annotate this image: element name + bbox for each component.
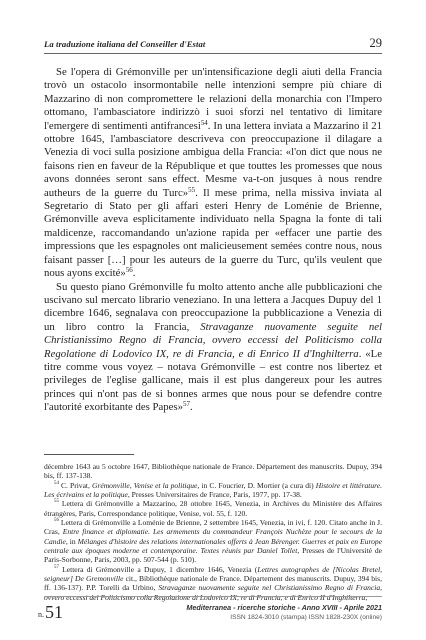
running-header	[44, 36, 382, 52]
main-text	[44, 66, 382, 415]
footnote-57: $^{57}$ Lettera di Grémonville a Dupuy, 1 dicembre 1646, Venezia (Lettres autographes de [Nicolas Bretel, seigneur] De Gremonville cit., Bibliothèque nationale de France. Département des manuscrits. Dupuy, 394 bis, ff. 136-137). P.P. Torelli da Urbino, Stravaganze nuovamente seguite nel Christianissimo Regno di Francia, ovvero eccessi del Politicismo colla Regolatione di Lodovico IX, re di Francia, e di Enrico II d'Inghilterra,	[44, 564, 382, 602]
footnote-56: $^{56}$ Lettera di Grémonville a Loménie de Brienne, 2 settembre 1645, Venezia, in ivi, f. 120. Citato anche in J. Cras, Entre finance et diplomatie. Les armements du commandeur François Nuchèze pour le secours de la Candie, in Mélanges d'histoire des relations internationales offerts à Jean Bérenger. Guerres et paix en Europe centrale aux époques moderne et contemporaine. Textes réunis par Daniel Tollet, Presses de l'Université de Paris-Sorbonne, Paris, 2003, pp. 507-544 (p. 510).	[44, 518, 382, 565]
footnote-separator	[44, 454, 134, 455]
issn-info: ISSN 1824-3010 (stampa) ISSN 1828-230X (online)	[230, 614, 382, 621]
running-title: La traduzione italiana del Conseiller d'Estat	[44, 39, 206, 49]
footnote-ref-54[interactable]: 54	[200, 118, 208, 127]
page-number: 29	[369, 36, 382, 50]
footnote-ref-56[interactable]: 56	[125, 266, 133, 275]
issue-number: n.51	[38, 602, 63, 622]
footnote-55: $^{55}$ Lettera di Grémonville a Mazzarino, 28 ottobre 1645, Venezia, in Archives du Ministère des Affaires étrangères, Paris, Correspondance politique, Venise, vol. 55, f. 120.	[44, 499, 382, 518]
journal-info: Mediterranea - ricerche storiche - Anno XVIII - Aprile 2021	[186, 603, 382, 612]
footer-rule	[44, 596, 382, 597]
footnote-continuation: décembre 1643 au 5 octobre 1647, Bibliothèque nationale de France. Département des manuscrits. Dupuy, 394 bis, ff. 137-138.	[44, 462, 382, 481]
footnote-54: $^{54}$ C. Privat, Grémonville, Venise et la politique, in C. Foucrier, D. Mortier (a cura di) Histoire et littérature. Les écrivains et la politique, Presses Universitaires de France, Paris, 1977, pp. 17-38.	[44, 480, 382, 500]
paragraph-1: Se l'opera di Grémonville per un'intensificazione degli aiuti della Francia trovò un ostacolo insormontabile nelle intenzioni sempre più chiare di Mazzarino di non compromettere le relazioni della monarchia con l'Impero ottomano, l'ambasciatore indirizzò i suoi sforzi nel tentativo di limitare l'emergere di sentimenti antifrancesi$^{54}$. In una lettera inviata a Mazzarino il 21 ottobre 1645, l'ambasciatore descriveva con preoccupazione il dilagare a Venezia di voci sulla posizione ambigua della Francia: «l'on dict que nous ne faisons rien en faveur de la République et que touttes les promesses que nous avons données seront sans effect. Mesme va-t-on jusques à nous rendre autheurs de la guerre du Turc»$^{55}$. Il mese prima, nella missiva inviata al Segretario di Stato per gli affari esteri Henry de Loménie de Brienne, Grémonville aveva esplicitamente individuato nella Spagna la fonte di tali maldicenze, raccomandando un'azione rapida per «effacer une partie des impressions que les espagnoles ont malicieusement semées contre nous, nous faisant passer […] pour les auteurs de la guerre du Turc, qu'ils veulent que nous ayons excité»$^{56}$.	[44, 66, 383, 280]
header-rule	[44, 53, 382, 54]
book-title: Stravaganze nuovamente seguite nel Christianissimo Regno di Francia, ovvero eccessi del Politicismo colla Regolatione di Lodovico IX, re di Francia, e di Enrico II d'Inghilterra	[44, 320, 382, 360]
paragraph-2: Su questo piano Grémonville fu molto attento anche alle pubblicazioni che uscivano sul mercato librario veneziano. In una lettera a Jacques Dupuy del 1 dicembre 1646, segnalava con preoccupazione la pubblicazione a Venezia di un libro contro la Francia, Stravaganze nuovamente seguite nel Christianissimo Regno di Francia, ovvero eccessi del Politicismo colla Regolatione di Lodovico IX, re di Francia, e di Enrico II d'Inghilterra. «Le titre comme vous voyez – notava Grémonville – est contre nos libertez et privileges de l'eglise gallicane, mais il est plus dangereux pour les autres princes qui n'ont pas de si bonnes armes que nous pour se defendre contre l'autorité exorbitante des Papes»$^{57}$.	[44, 280, 382, 414]
footnote-ref-55[interactable]: 55	[188, 185, 196, 194]
footnote-ref-57[interactable]: 57	[182, 400, 190, 409]
footnotes	[44, 462, 382, 602]
